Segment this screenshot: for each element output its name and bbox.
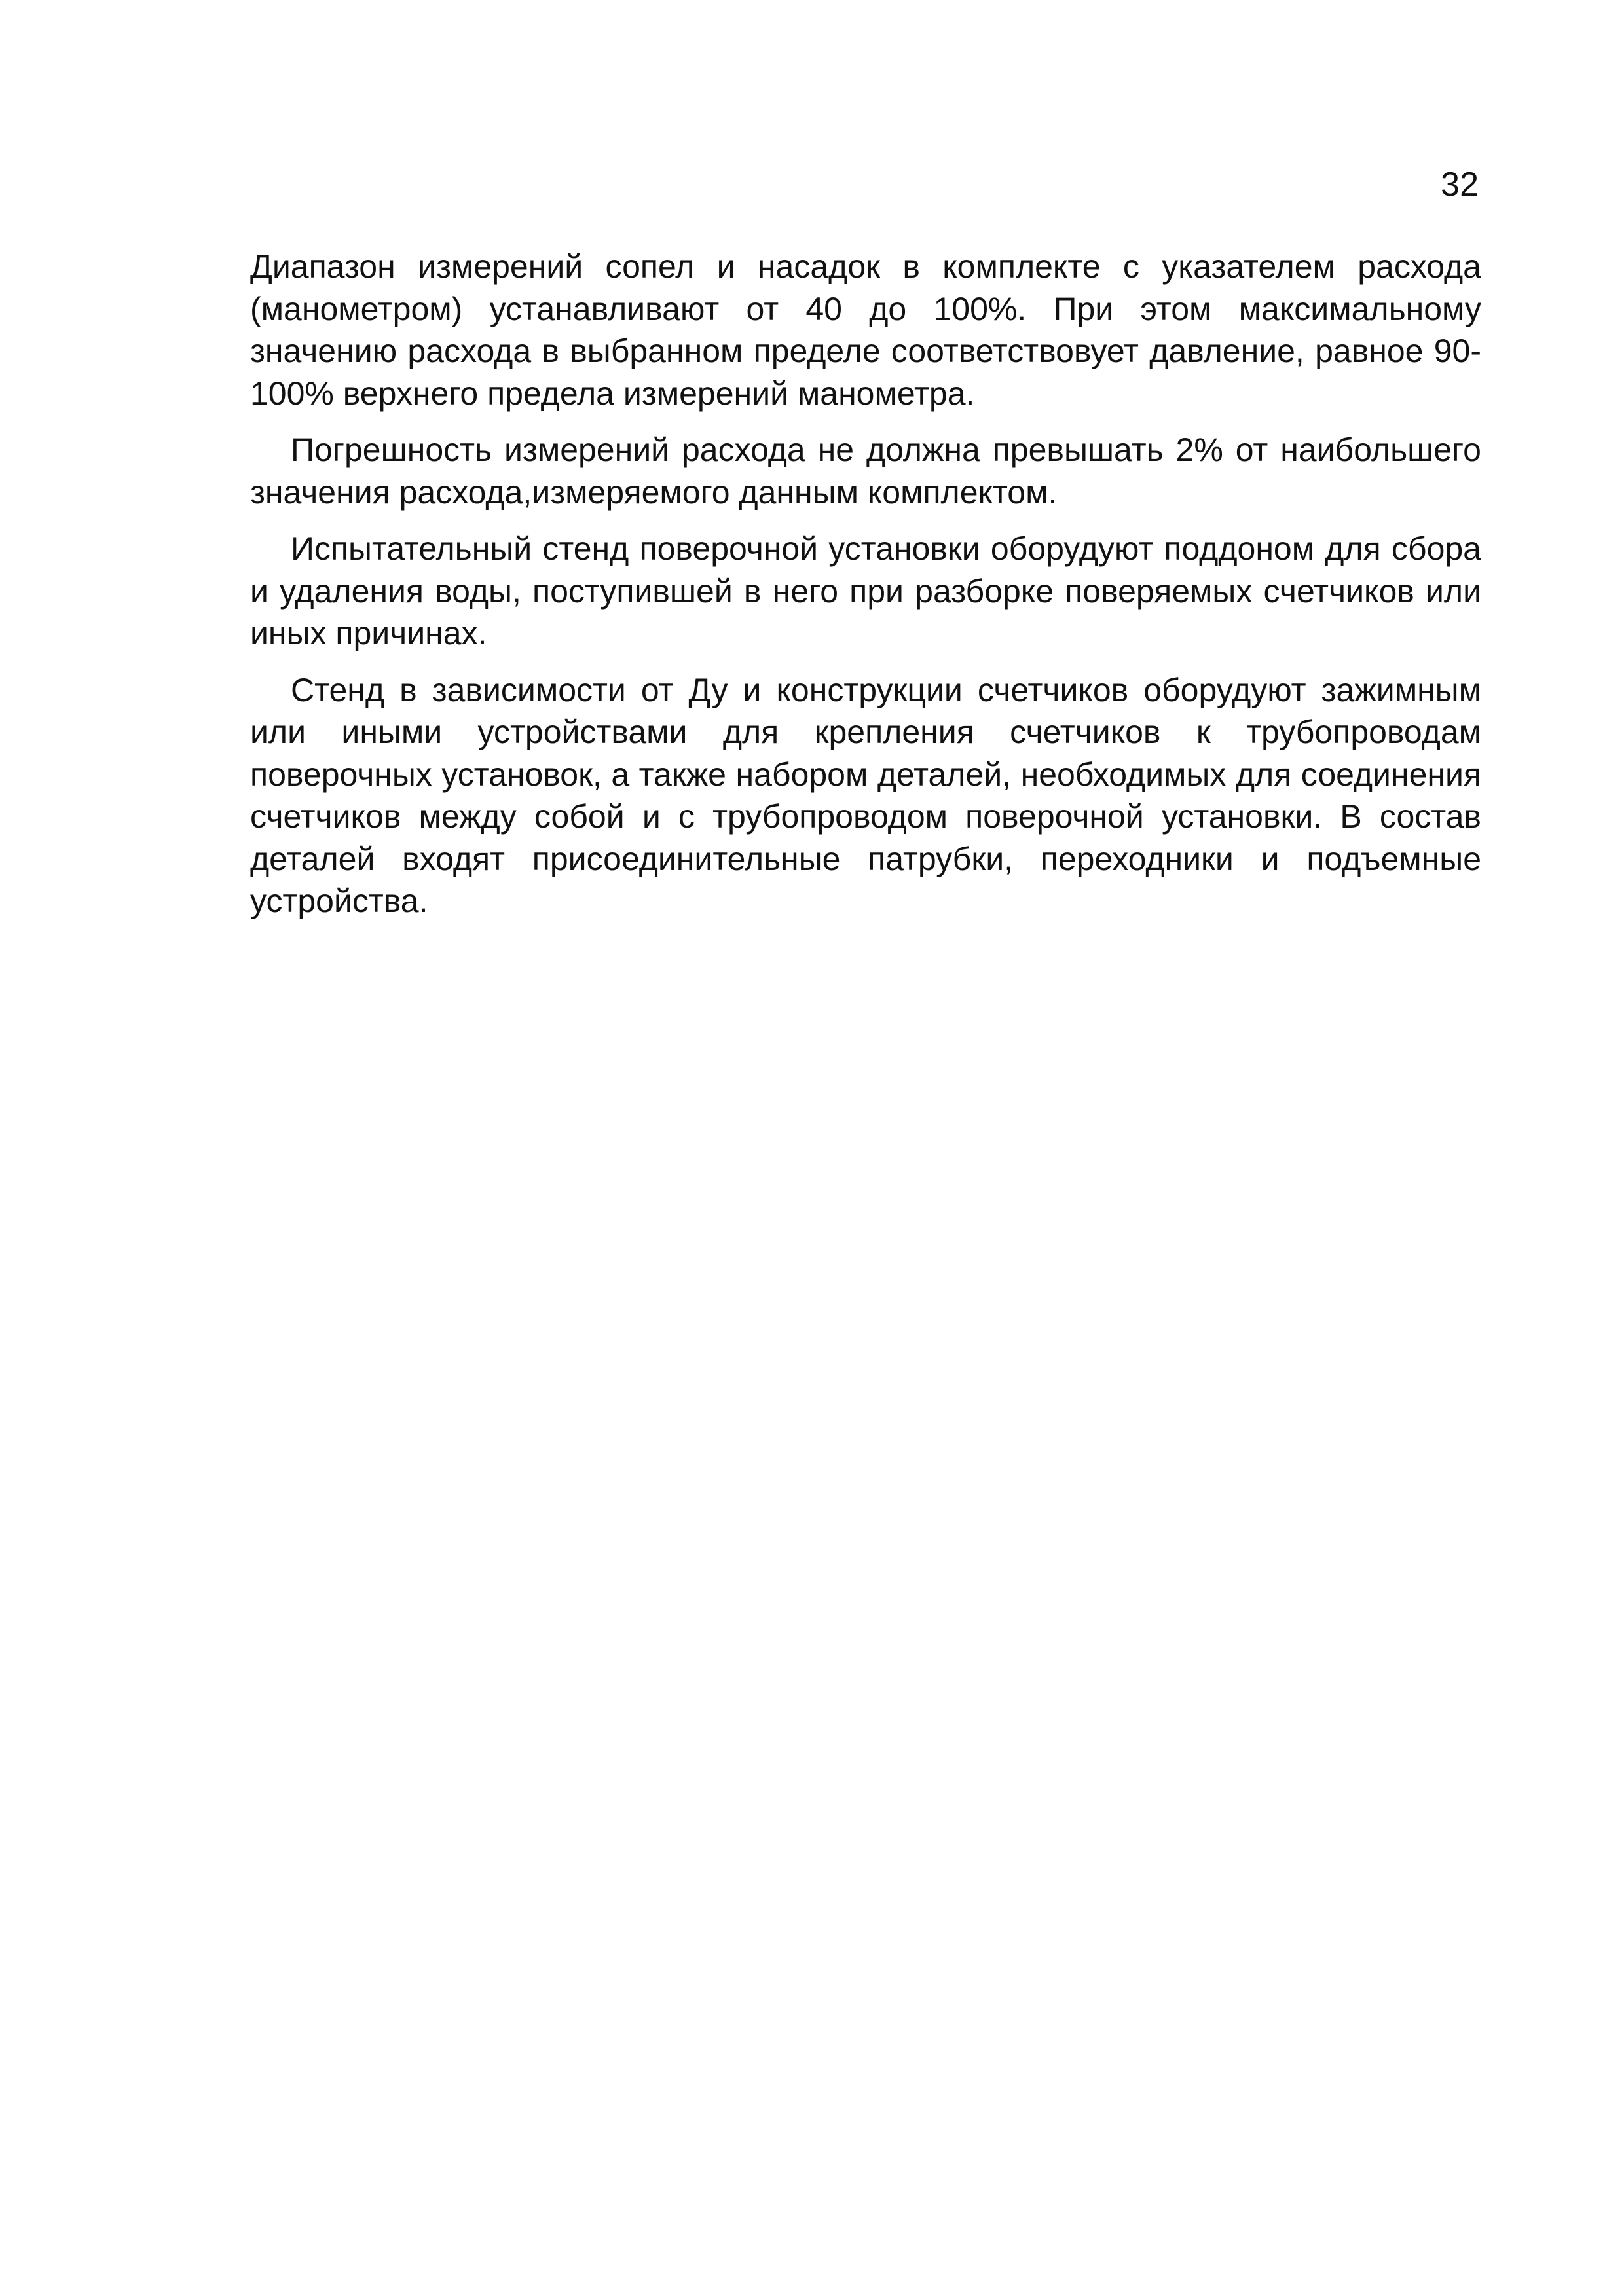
body-text (250, 246, 1481, 937)
paragraph-test-stand-tray: Испытательный стенд поверочной установки оборудуют поддоном для сбора и удаления воды, поступившей в него при разборке поверяемых счетчиков или иных причинах. (250, 530, 1481, 651)
page-number: 32 (1441, 166, 1479, 204)
paragraph-stand-fixtures: Стенд в зависимости от Ду и конструкции счетчиков оборудуют зажимным или иными устройствами для крепления счетчиков к трубопроводам поверочных установок, а также набором деталей, необходимых для соединения счетчиков между собой и с трубопроводом поверочной установки. В состав деталей входят присоединительные патрубки, переходники и подъемные устройства. (250, 671, 1481, 919)
paragraph-measurement-error: Погрешность измерений расхода не должна превышать 2% от наибольшего значения расхода,измеряемого данным комплектом. (250, 431, 1481, 511)
paragraph-measurement-range: Диапазон измерений сопел и насадок в комплекте с указателем расхода (манометром) устанавливают от 40 до 100%. При этом максимальному значению расхода в выбранном пределе соответствовует давление, равное 90-100% верхнего предела измерений манометра. (250, 248, 1481, 412)
